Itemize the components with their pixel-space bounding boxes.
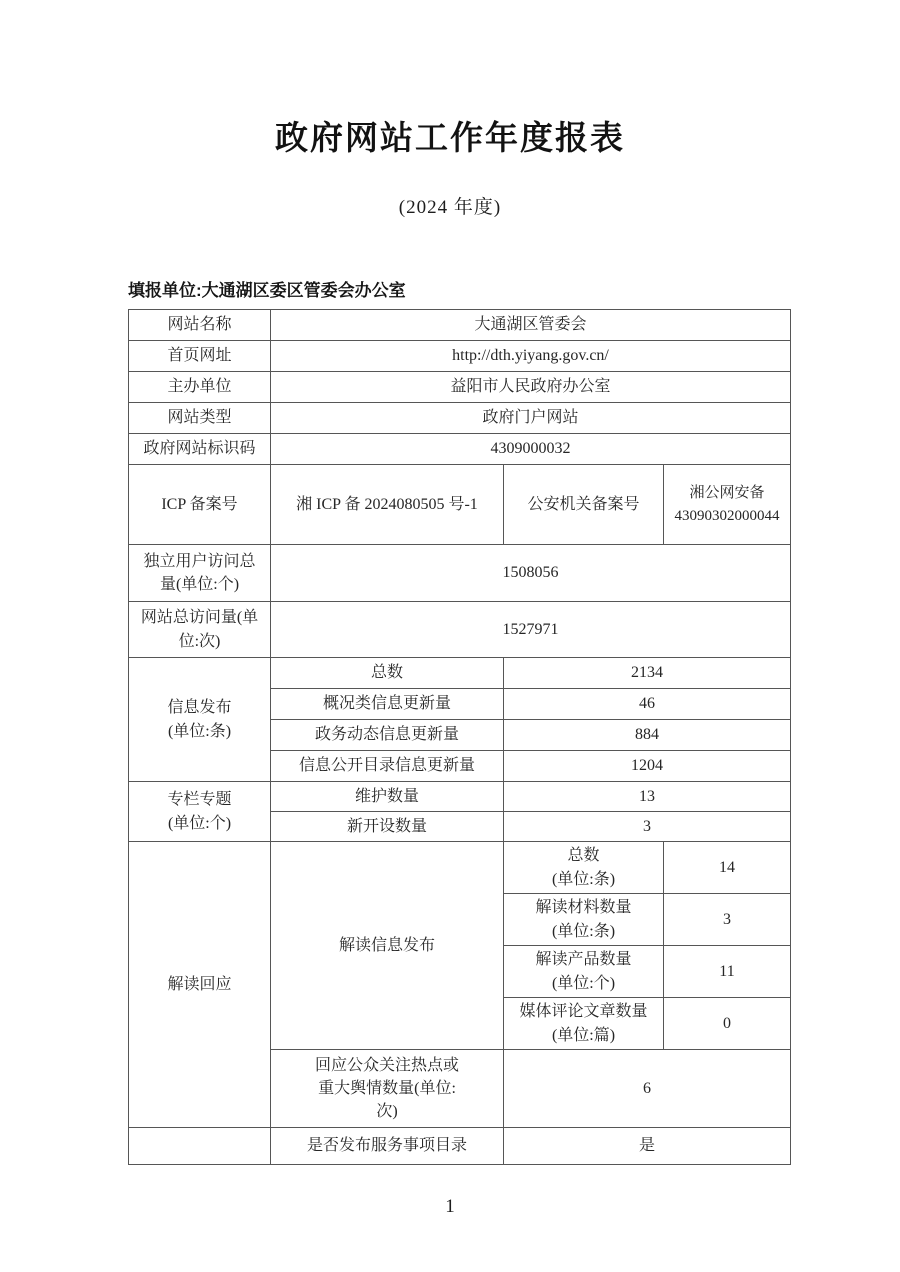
info-publish-dynamic-value: 884 [504,720,791,751]
info-publish-group [129,658,271,782]
info-publish-group-label: 信息发布 [167,699,232,717]
table-row [129,602,791,658]
interpretation-total-label [504,842,664,894]
icp-value: 湘 ICP 备 2024080505 号-1 [271,465,504,545]
interpretation-media-label-text: 媒体评论文章数量 [519,1003,648,1021]
service-catalog-label: 是否发布服务事项目录 [271,1128,504,1165]
unique-visitors-value: 1508056 [271,545,791,602]
interpretation-product-value: 11 [664,946,791,998]
info-publish-overview-label: 概况类信息更新量 [271,689,504,720]
info-publish-overview-value: 46 [504,689,791,720]
interpretation-material-value: 3 [664,894,791,946]
interpretation-total-label-text: 总数 [567,847,600,865]
special-columns-new-label: 新开设数量 [271,812,504,842]
hotspot-value: 6 [504,1050,791,1128]
table-row [129,545,791,602]
interpretation-material-label [504,894,664,946]
table-row [129,341,791,372]
organizer-label: 主办单位 [129,372,271,403]
home-url-label: 首页网址 [129,341,271,372]
info-publish-dynamic-label: 政务动态信息更新量 [271,720,504,751]
info-publish-group-unit: (单位:条) [167,722,232,740]
police-filing-value: 湘公网安备 43090302000044 [664,465,791,545]
interpretation-product-label [504,946,664,998]
table-row [129,782,791,812]
total-visits-label: 网站总访问量(单位:次) [129,602,271,658]
site-name-label: 网站名称 [129,310,271,341]
special-columns-group [129,782,271,842]
site-type-label: 网站类型 [129,403,271,434]
site-code-value: 4309000032 [271,434,791,465]
total-visits-value: 1527971 [271,602,791,658]
info-publish-total-value: 2134 [504,658,791,689]
interpretation-media-label [504,998,664,1050]
info-publish-total-label: 总数 [271,658,504,689]
site-type-value: 政府门户网站 [271,403,791,434]
table-row [129,403,791,434]
info-publish-catalog-label: 信息公开目录信息更新量 [271,751,504,782]
interpretation-media-label-unit: (单位:篇) [551,1026,616,1044]
police-filing-label: 公安机关备案号 [504,465,664,545]
special-columns-new-value: 3 [504,812,791,842]
table-row [129,842,791,894]
table-row [129,658,791,689]
home-url-value: http://dth.yiyang.gov.cn/ [271,341,791,372]
interpretation-media-value: 0 [664,998,791,1050]
special-columns-maintained-value: 13 [504,782,791,812]
special-columns-group-label: 专栏专题 [167,791,232,809]
hotspot-label-text: 回应公众关注热点或重大舆情数量(单位:次) [314,1056,459,1121]
special-columns-maintained-label: 维护数量 [271,782,504,812]
page-subtitle: (2024 年度) [398,197,502,218]
page-title: 政府网站工作年度报表 [275,119,625,156]
interpretation-group-label: 解读回应 [129,842,271,1128]
special-columns-group-unit: (单位:个) [167,814,232,832]
table-row [129,465,791,545]
hotspot-label [271,1050,504,1128]
icp-label: ICP 备案号 [129,465,271,545]
interpretation-product-label-unit: (单位:个) [551,974,616,992]
empty-cell [129,1128,271,1165]
info-publish-catalog-value: 1204 [504,751,791,782]
interpretation-product-label-text: 解读产品数量 [535,951,632,969]
interpretation-total-label-unit: (单位:条) [551,870,616,888]
interpretation-material-label-text: 解读材料数量 [535,899,632,917]
organizer-value: 益阳市人民政府办公室 [271,372,791,403]
table-row [129,310,791,341]
interpretation-material-label-unit: (单位:条) [551,922,616,940]
table-row [129,434,791,465]
service-catalog-value: 是 [504,1128,791,1165]
reporting-unit: 填报单位:大通湖区委区管委会办公室 [128,281,406,300]
unique-visitors-label: 独立用户访问总量(单位:个) [129,545,271,602]
table-row [129,1128,791,1165]
report-table [128,309,791,1165]
interpretation-total-value: 14 [664,842,791,894]
table-row [129,372,791,403]
site-name-value: 大通湖区管委会 [271,310,791,341]
interpretation-info-label: 解读信息发布 [271,842,504,1050]
page-number: 1 [445,1196,455,1217]
site-code-label: 政府网站标识码 [129,434,271,465]
